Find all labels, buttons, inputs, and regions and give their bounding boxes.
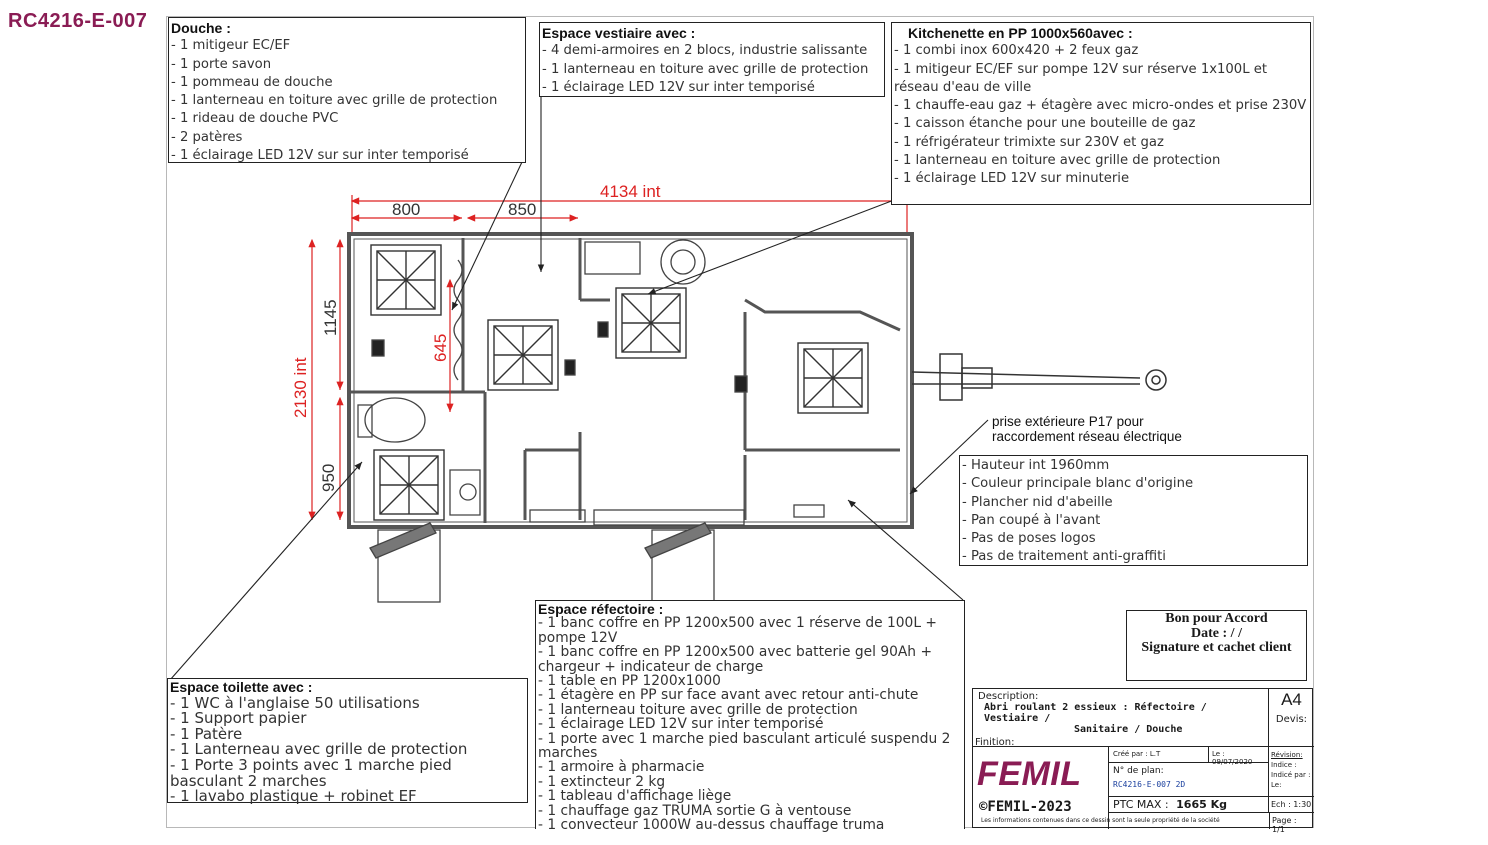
wc-bowl [365, 398, 425, 442]
refectoire-item: - 1 banc coffre en PP 1200x500 avec batterie gel 90Ah + chargeur + indicateur de charge [538, 644, 932, 675]
refectoire-item: - 1 étagère en PP sur face avant avec retour anti-chute [538, 687, 919, 704]
dimension-lines [312, 195, 907, 520]
created-by: Créé par : L.T [1109, 747, 1209, 763]
douche-item: - 1 rideau de douche PVC [171, 111, 339, 127]
hatch-kitchen [616, 288, 686, 358]
dim-950: 950 [319, 463, 338, 492]
prise-annotation [992, 414, 1182, 444]
spec-item: - Pas de traitement anti-graffiti [962, 549, 1166, 565]
sink-unit [585, 242, 640, 274]
plan-cell [1109, 763, 1269, 797]
hatch-vestiaire [488, 320, 558, 390]
scale: Ech : 1:30 [1269, 797, 1314, 813]
douche-item: - 1 éclairage LED 12V sur sur inter temporisé [171, 148, 469, 164]
kitchenette-title: Kitchenette en PP 1000x560avec : [908, 25, 1133, 41]
kitchenette-item: - 1 réfrigérateur trimixte sur 230V et gaz [894, 134, 1164, 150]
kitchenette-box [891, 22, 1311, 205]
description-cell [973, 689, 1269, 747]
washbasin [450, 470, 480, 515]
toilette-item: - 1 Support papier [170, 709, 307, 728]
toilette-item: - 1 Lanterneau avec grille de protection [170, 740, 468, 759]
vestiaire-box [539, 22, 885, 97]
kitchenette-item: - 1 combi inox 600x420 + 2 feux gaz [894, 43, 1139, 59]
refectoire-item: - 1 extincteur 2 kg [538, 773, 666, 790]
douche-item: - 1 lanterneau en toiture avec grille de protection [171, 93, 498, 109]
approval-title: Bon pour Accord [1165, 611, 1268, 626]
spec-item: - Couleur principale blanc d'origine [962, 476, 1194, 492]
douche-item: - 1 pommeau de douche [171, 74, 333, 90]
spec-item: - Plancher nid d'abeille [962, 494, 1113, 510]
copyright: ©FEMIL-2023 [979, 799, 1072, 815]
spec-item: - Pas de poses logos [962, 531, 1096, 547]
indice-label: Indice : [1271, 761, 1297, 769]
toilette-item: - 1 lavabo plastique + robinet EF [170, 787, 417, 806]
partitions [349, 238, 900, 523]
kitchenette-item: - 1 caisson étanche pour une bouteille de gaz [894, 116, 1196, 132]
bench-2 [794, 505, 824, 517]
dim-850: 850 [508, 200, 537, 219]
hatch-refectoire [798, 343, 868, 413]
spec-item: - Hauteur int 1960mm [962, 458, 1110, 473]
description-line-2: Sanitaire / Douche [1074, 724, 1183, 735]
vestiaire-item: - 4 demi-armoires en 2 blocs, industrie salissante [542, 43, 868, 59]
ptc-cell [1109, 797, 1269, 813]
refectoire-box [535, 600, 965, 834]
refectoire-item: - 1 porte avec 1 marche pied basculant articulé suspendu 2 marches [538, 730, 951, 762]
dim-800: 800 [392, 200, 421, 219]
dim-width: 2130 int [291, 357, 310, 418]
drawing-reference: RC4216-E-007 [8, 10, 148, 32]
refectoire-item: - 1 lanterneau toiture avec grille de protection [538, 701, 858, 718]
kitchenette-item: - 1 chauffe-eau gaz + étagère avec micro-ondes et prise 230V [894, 98, 1307, 114]
refectoire-item: - 1 éclairage LED 12V sur inter temporisé [538, 716, 824, 733]
description-line-1: Abri roulant 2 essieux : Réfectoire / Vestiaire / [984, 702, 1207, 724]
fixtures [358, 240, 824, 525]
plan-number: RC4216-E-007 2D [1113, 780, 1186, 789]
devis-label: Devis: [1275, 714, 1308, 725]
refectoire-title: Espace réfectoire : [538, 601, 664, 617]
doors-steps [370, 523, 714, 602]
refectoire-item: - 1 chauffage gaz TRUMA sortie G à ventouse [538, 802, 852, 819]
spec-item: - Pan coupé à l'avant [962, 512, 1101, 528]
vestiaire-item: - 1 éclairage LED 12V sur inter temporisé [542, 79, 815, 95]
revision-label: Révision: [1271, 751, 1303, 759]
hatch-toilette [374, 450, 444, 520]
description-label: Description: [978, 691, 1039, 702]
ptc-label: PTC MAX : [1113, 798, 1169, 811]
toilette-item: - 1 WC à l'anglaise 50 utilisations [170, 693, 420, 712]
toilette-item: - 1 Porte 3 points avec 1 marche pied basculant 2 marches [170, 755, 452, 790]
cooktop-burner [661, 240, 705, 284]
revision-cell [1269, 747, 1314, 797]
finition-label: Finition: [975, 737, 1015, 748]
bench-1 [594, 510, 744, 525]
specs-box [959, 455, 1308, 566]
refectoire-item: - 1 banc coffre en PP 1200x500 avec 1 réserve de 100L + pompe 12V [538, 615, 937, 646]
douche-item: - 2 patères [171, 129, 243, 145]
ptc-value: 1665 Kg [1176, 798, 1227, 811]
format-value: A4 [1281, 690, 1302, 709]
hatch-douche [371, 245, 441, 315]
trailer-shell [349, 234, 912, 527]
refectoire-item: - 1 table en PP 1200x1000 [538, 673, 721, 690]
title-block [972, 688, 1313, 834]
dim-1145: 1145 [321, 299, 340, 336]
refectoire-item: - 1 armoire à pharmacie [538, 759, 705, 776]
shower-curtain [454, 260, 462, 380]
kitchenette-item: - 1 éclairage LED 12V sur minuterie [894, 171, 1130, 187]
dim-645: 645 [431, 333, 450, 362]
refectoire-item: - 1 tableau d'affichage liège [538, 788, 732, 805]
kitchenette-item: - 1 lanterneau en toiture avec grille de protection [894, 153, 1221, 169]
format-cell [1269, 689, 1314, 747]
disclaimer: Les informations contenues dans ce dessin sont la seule propriété de la société [981, 817, 1220, 824]
roof-hatches [371, 245, 868, 520]
prise-line-2: raccordement réseau électrique [992, 429, 1182, 444]
douche-box [168, 17, 526, 163]
approval-box [1126, 610, 1307, 681]
toilette-box [167, 678, 528, 806]
femil-logo: FEMIL [977, 755, 1082, 793]
page-number: Page : 1/1 [1269, 813, 1314, 829]
dim-length: 4134 int [600, 182, 661, 201]
plan-label: N° de plan: [1113, 766, 1164, 776]
refectoire-item: - 1 convecteur 1000W au-dessus chauffage truma [538, 817, 885, 834]
douche-item: - 1 porte savon [171, 56, 272, 72]
toilette-title: Espace toilette avec : [170, 679, 313, 695]
vestiaire-item: - 1 lanterneau en toiture avec grille de protection [542, 61, 869, 77]
vestiaire-title: Espace vestiaire avec : [542, 25, 696, 41]
drawbar [912, 354, 1166, 400]
kitchenette-item: - 1 mitigeur EC/EF sur pompe 12V sur réserve 1x100L et réseau d'eau de ville [894, 61, 1268, 95]
douche-title: Douche : [171, 20, 231, 36]
indice-le: Le: [1271, 781, 1282, 789]
douche-item: - 1 mitigeur EC/EF [171, 38, 291, 54]
approval-signature: Signature et cachet client [1141, 640, 1292, 655]
created-date: Le : 09/07/2020 [1209, 747, 1269, 763]
approval-date: Date : / / [1191, 625, 1242, 641]
prise-line-1: prise extérieure P17 pour [992, 414, 1144, 429]
toilette-item: - 1 Patère [170, 724, 243, 743]
indice-par: Indicé par : [1271, 771, 1311, 779]
